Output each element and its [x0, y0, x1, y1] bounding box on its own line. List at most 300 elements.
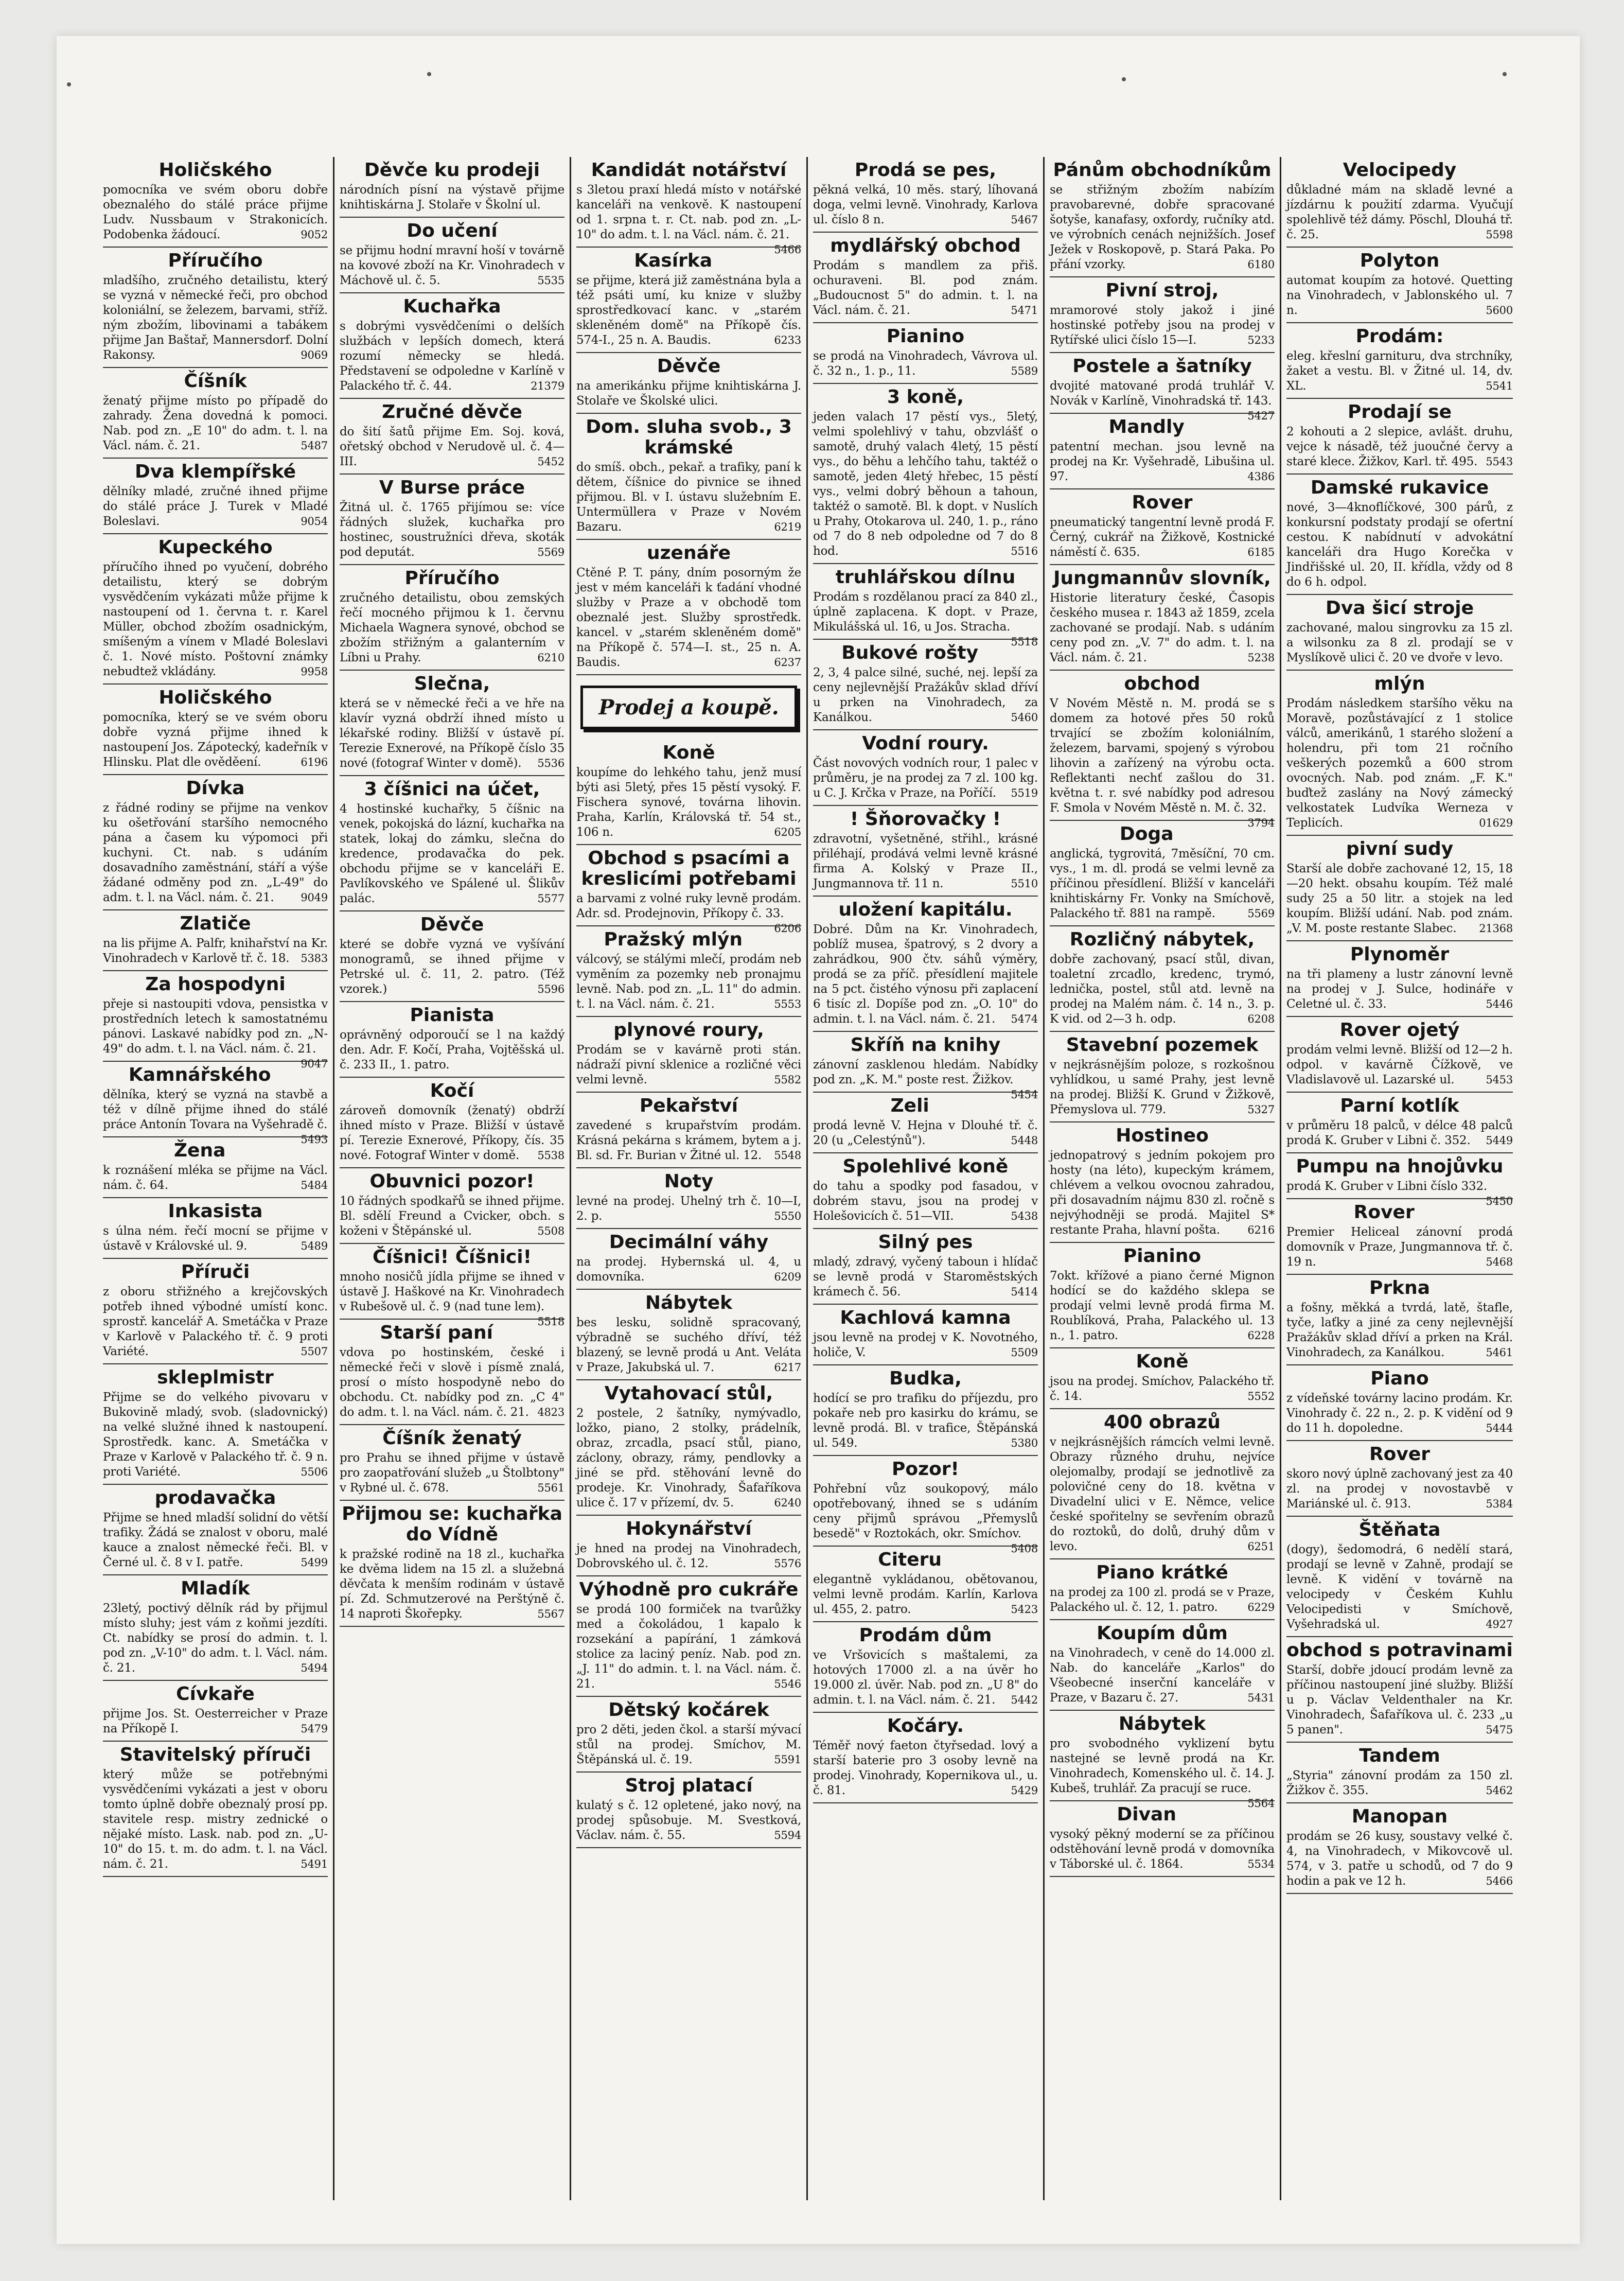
ad-number: 5408: [1011, 1542, 1038, 1555]
classified-ad: [340, 1078, 564, 1168]
ad-heading: Rozličný nábytek,: [1069, 929, 1255, 950]
ad-number: 5567: [537, 1608, 564, 1620]
ad-heading: Pánům obchodníkům: [1053, 160, 1272, 181]
ad-text: [1286, 1391, 1513, 1436]
ad-heading: Koně: [662, 742, 715, 763]
paper-speck: [67, 82, 71, 86]
ad-number: 6217: [774, 1361, 801, 1374]
ad-number: 5509: [1011, 1346, 1038, 1359]
ad-body: a fošny, měkká a tvrdá, latě, štafle, tyče, laťky a jiné za ceny nejlevnější Pražákův sklad dříví a prken na Král. Vinohradech, za Kanálkou.: [1286, 1301, 1513, 1359]
ad-text: [576, 1602, 801, 1692]
ad-text: [1050, 1374, 1275, 1404]
ad-text: [103, 394, 328, 453]
ad-number: 5507: [301, 1345, 328, 1358]
classified-ad: [1050, 414, 1275, 489]
classified-ad: [1286, 1517, 1513, 1637]
ad-text: [103, 936, 328, 966]
ad-column: [571, 157, 808, 2200]
ad-heading: Tandem: [1359, 1745, 1440, 1766]
ad-number: 5453: [1486, 1074, 1513, 1086]
ad-number: 5431: [1247, 1692, 1275, 1704]
ad-heading: Bukové rošty: [841, 642, 979, 663]
ad-heading: Starší paní: [380, 1322, 493, 1343]
classified-ad: [1050, 1409, 1275, 1559]
ad-heading: mydlářský obchod: [830, 235, 1021, 256]
ad-text: [1286, 967, 1513, 1012]
ad-body: prodá K. Gruber v Libni číslo 332.: [1286, 1180, 1488, 1193]
classified-ad: [1286, 671, 1513, 836]
classified-ad: [103, 248, 328, 368]
paper-speck: [427, 72, 431, 76]
ad-number: 6208: [1247, 1013, 1275, 1025]
ad-number: 5576: [774, 1557, 801, 1570]
ad-body: automat koupím za hotové. Quetting na Vinohradech, v Jablonského ul. 7 n.: [1286, 274, 1513, 317]
ad-heading: Rover: [1353, 1202, 1415, 1223]
ad-heading: Prodám:: [1355, 326, 1444, 347]
ad-body: 7okt. křížové a piano černé Mignon hodící se do každého sklepa se prodají velmi levně prodá firma M. Roublíková, Praha, Palackého ul. 13 n., 1. patro.: [1050, 1269, 1275, 1342]
ad-heading: Kachlová kamna: [840, 1307, 1011, 1328]
ad-number: 5596: [537, 983, 564, 995]
ad-number: 9069: [301, 349, 328, 361]
ad-text: [813, 1179, 1038, 1224]
ad-number: 5487: [301, 440, 328, 452]
ad-heading: Slečna,: [414, 673, 490, 694]
ad-text: [1050, 440, 1275, 484]
classified-ad: [1050, 1559, 1275, 1620]
classified-ad: [340, 1244, 564, 1328]
classified-ad: [813, 1153, 1038, 1229]
classified-ad: [813, 564, 1038, 648]
classified-ad: [576, 1380, 801, 1516]
ad-heading: truhlářskou dílnu: [835, 567, 1016, 588]
classified-ad: [576, 1093, 801, 1168]
ad-text: [1286, 1179, 1513, 1207]
ad-text: [1050, 1058, 1275, 1117]
ad-number: 5541: [1486, 380, 1513, 392]
ad-heading: 3 číšnici na účet,: [364, 779, 540, 800]
ad-heading: 400 obrazů: [1104, 1412, 1221, 1433]
ad-number: 5452: [537, 455, 564, 468]
ad-number: 5582: [774, 1074, 801, 1086]
classified-ad: [576, 1229, 801, 1290]
classified-ad: [813, 323, 1038, 384]
section-heading: Prodej a koupě.: [580, 686, 797, 729]
ad-heading: Koupím dům: [1097, 1623, 1228, 1644]
ad-heading: Rover ojetý: [1339, 1020, 1460, 1041]
ad-body: vdova po hostinském, české i německé řeči v slově i písmě znalá, prosí o místo hospodyně nebo do obchodu. Ct. nabídky pod zn. „C 4" do adm. t. l. na Václ. nám. č. 21.: [340, 1346, 564, 1419]
ad-heading: Nábytek: [645, 1292, 733, 1313]
ad-heading: Silný pes: [878, 1232, 973, 1253]
classified-ad: [340, 475, 564, 565]
ad-text: [103, 1511, 328, 1570]
classified-ad: [103, 971, 328, 1070]
ad-number: 5448: [1011, 1134, 1038, 1147]
ad-number: 6206: [774, 922, 801, 935]
ad-heading: Skříň na knihy: [850, 1034, 1001, 1056]
ad-heading: Dom. sluha svob., 3 krámské: [586, 416, 792, 458]
ad-body: Přijme se hned mladší solidní do větší trafiky. Žádá se znalost v oboru, malé kauce a znalost německé řeči. Bl. v Černé ul. č. 8 v I. patře.: [103, 1511, 328, 1569]
ad-heading: Decimální váhy: [609, 1232, 769, 1253]
ad-heading: Pekařství: [639, 1095, 738, 1116]
ad-text: [576, 1315, 801, 1375]
ad-text: [103, 273, 328, 363]
ad-text: [340, 243, 564, 288]
ad-body: v nejkrásnějších rámcích velmi levně. Obrazy různého druhu, nejvíce olejomalby, prodají se jednotlivě za polovičné ceny do 18. května v Divadelní ulici v E. Němce, velice české spořitelny se sevřením obrazů do roztoků, do dolů, druhý dům v levo.: [1050, 1435, 1275, 1553]
classified-ad: [1050, 1122, 1275, 1243]
classified-ad: [340, 1320, 564, 1425]
ad-text: [340, 319, 564, 394]
ad-body: na Vinohradech, v ceně do 14.000 zl. Nab. do kanceláře „Karlos" do Všeobecné inserční kanceláře v Praze, v Bazaru č. 27.: [1050, 1646, 1275, 1705]
ad-number: 5534: [1247, 1858, 1275, 1870]
ad-body: pěkná velká, 10 měs. starý, líhovaná doga, velmi levně. Vinohrady, Karlova ul. číslo 8 n.: [813, 183, 1038, 226]
ad-text: [1050, 379, 1275, 422]
ad-body: Starší ale dobře zachované 12, 15, 18—20 hekt. obsahu koupím. Též malé sudy 25 a 50 litr. a stojek na led koupím. Bližší udání. Nab. pod znám. „V. M. poste restante Slabec.: [1286, 862, 1513, 935]
ad-number: 6233: [774, 334, 801, 346]
classified-ad: [1286, 157, 1513, 248]
ad-heading: Spolehlivé koně: [842, 1156, 1009, 1177]
classified-ad: [103, 459, 328, 534]
ad-heading: Obchod s psacími a kreslicími potřebami: [581, 848, 797, 889]
classified-ad: [813, 1547, 1038, 1622]
ad-text: [1050, 847, 1275, 921]
ad-body: V Novém Městě n. M. prodá se s domem za hotové přes 50 roků trvající se zbožím koloniálním, železem, barvami, spojený s výrobou lihovin a zařízený na výrobu octa. Reflektanti nechť zašlou do 31. května t. r. své nabídky pod adresou F. Smola v Novém Městě n. M. č. 32.: [1050, 697, 1275, 815]
ad-text: [813, 258, 1038, 318]
ad-body: eleg. křeslní garnituru, dva strchníky, žaket a vestu. Bl. v Žitné ul. 14, dv. XL.: [1286, 349, 1513, 393]
ad-heading: Piano: [1370, 1368, 1429, 1389]
ad-body: patentní mechan. jsou levně na prodej na Kr. Vyšehradě, Libušina ul. 97.: [1050, 440, 1275, 483]
ad-heading: Nábytek: [1118, 1713, 1206, 1734]
ad-number: 5468: [1486, 1256, 1513, 1268]
classified-ad: [813, 730, 1038, 806]
ad-number: 6228: [1247, 1329, 1275, 1342]
ad-body: k pražské rodině na 18 zl., kuchařka ke dvěma lidem na 15 zl. a služebná děvčata k menším rodinám v ústavě pí. Zd. Schmutzerové na Perštýně č. 14 naproti Škořepky.: [340, 1548, 564, 1621]
ad-text: [1286, 183, 1513, 242]
classified-ad: [103, 1742, 328, 1877]
classified-ad: [103, 1137, 328, 1198]
classified-ad: [813, 897, 1038, 1032]
ad-number: 5518: [1011, 636, 1038, 648]
ad-number: 5516: [1011, 545, 1038, 557]
ad-body: zánovní zasklenou hledám. Nabídky pod zn. „K. M." poste rest. Žižkov.: [813, 1058, 1038, 1086]
ad-number: 9054: [301, 515, 328, 528]
ad-text: [813, 1482, 1038, 1555]
classified-ad: [1286, 1803, 1513, 1894]
ad-text: [576, 1723, 801, 1767]
classified-ad: [576, 1017, 801, 1093]
ad-body: do tahu a spodky pod fasadou, v dobrém stavu, jsou na prodej v Holešovicích č. 51—VII.: [813, 1180, 1038, 1223]
classified-ad: [1050, 565, 1275, 671]
ad-heading: Prodají se: [1348, 401, 1452, 423]
ad-text: [340, 1194, 564, 1239]
ad-body: důkladné mám na skladě levné a jízdárnu k použití zdarma. Vyučují spolehlivě též dámy. Pöschl, Dlouhá tř. č. 25.: [1286, 183, 1513, 241]
ad-text: [576, 460, 801, 535]
classified-ad: [1286, 941, 1513, 1017]
ad-text: [340, 1103, 564, 1163]
classified-ad: [103, 1575, 328, 1681]
ad-body: ženatý přijme místo po případě do zahrady. Žena dovedná k pomoci. Nab. pod zn. „E 10" do adm. t. l. na Václ. nám. č. 21.: [103, 394, 328, 452]
ad-number: 5471: [1011, 304, 1038, 317]
ad-heading: Plynoměr: [1350, 944, 1450, 965]
ad-text: [813, 922, 1038, 1027]
ad-text: [813, 756, 1038, 801]
classified-ad: [340, 911, 564, 1002]
ad-number: 5414: [1011, 1286, 1038, 1298]
ad-number: 6237: [774, 656, 801, 669]
ad-body: zavedené s krupařstvím prodám. Krásná pekárna s krámem, bytem a j. Bl. sd. Fr. Burian v Žitné ul. 12.: [576, 1119, 801, 1162]
ad-text: [576, 1194, 801, 1224]
ad-heading: Polyton: [1360, 250, 1440, 271]
ad-text: [103, 1707, 328, 1736]
ad-body: se střižným zbožím nabízím pravobarevné, dobře spracované šotyše, kanafasy, oxfordy, ručníky atd. ve výrobních cenách nejnižších. Josef Ježek v Roskopově, p. Stará Paka. Po přání vzorky.: [1050, 183, 1275, 271]
ad-heading: Pivní stroj,: [1105, 280, 1219, 301]
classified-ad: [1050, 353, 1275, 422]
ad-text: [576, 891, 801, 935]
ad-heading: skleplmistr: [157, 1367, 274, 1388]
ad-text: [1050, 515, 1275, 560]
ad-text: [813, 665, 1038, 725]
classified-ad: [1050, 1348, 1275, 1409]
ad-number: 5506: [301, 1466, 328, 1478]
ad-column: [1045, 157, 1281, 2200]
ad-body: mladšího, zručného detailistu, který se vyzná v německé řeči, pro obchod koloniální, se železem, barvami, stříž. ným zbožím, libovinami a tabákem přijme Jan Baštař, Mannersdorf. Dolní Rakonsy.: [103, 274, 328, 362]
classified-ad: [340, 1425, 564, 1501]
ad-heading: Koně: [1136, 1351, 1189, 1372]
ad-body: z řádné rodiny se přijme na venkov ku ošetřování staršího nemocného pána a časem ku výpomoci při kuchyni. Ct. nab. s udáním dosavadního zaměstnání, stáří a výše žádané odměny pod zn. „L-49" do adm. t. l. na Václ. nám. č. 21.: [103, 801, 328, 904]
classified-ad: [1286, 248, 1513, 323]
ad-number: 5427: [1247, 410, 1275, 422]
ad-text: [103, 801, 328, 905]
classified-ad: [340, 1168, 564, 1244]
ad-text: [103, 1224, 328, 1254]
ad-body: pro 2 děti, jeden čkol. a starší mývací stůl na prodej. Smíchov, M. Štěpánská ul. č. 19.: [576, 1723, 801, 1766]
ad-heading: Kočí: [430, 1080, 474, 1101]
ad-heading: Budka,: [889, 1368, 962, 1389]
classified-ad: [813, 1365, 1038, 1456]
ad-heading: obchod: [1124, 673, 1201, 694]
ad-text: [1050, 1736, 1275, 1810]
ad-body: koupíme do lehkého tahu, jenž musí býti asi 5letý, přes 15 pěstí vysoký. F. Fischera synové, továrna lihovin. Praha, Karlín, Královská tř. 54 st., 106 n.: [576, 766, 801, 839]
ad-text: [340, 802, 564, 906]
classified-ad: [1050, 1801, 1275, 1877]
ad-text: [813, 1572, 1038, 1617]
ad-body: válcový, se stálými mlečí, prodám neb vyměním za pozemky neb pronajmu levně. Nab. pod zn. „L. 11" do admin. t. l. na Václ. nám. č. 21.: [576, 953, 801, 1011]
ad-heading: Číšník ženatý: [382, 1428, 522, 1449]
ad-text: [1050, 1646, 1275, 1706]
ad-number: 5538: [537, 1149, 564, 1162]
ad-body: jeden valach 17 pěstí vys., 5letý, velmi spolehlivý v tahu, obzvlášť o samotě, druhý valach 4letý, 15 pěstí vys., do běhu a lehčího tahu, taktéž o samotě, jeden 4letý hřebec, 15 pěstí vys., velmi dobrý běhoun a tahoun, taktéž o samotě. Bl. k dopt. v Nuslích u Prahy, Otokarova ul. 240, 1. p., ráno od 7 do 8 neb odpoledne od 7 do 8 hod.: [813, 410, 1038, 558]
ad-text: [1286, 696, 1513, 831]
classified-ad: [576, 414, 801, 540]
ad-text: [1050, 1148, 1275, 1238]
ad-body: prodám velmi levně. Bližší od 12—2 h. odpol. v kavárně Čížkově, ve Vladislavově ul. Lazarské ul.: [1286, 1043, 1513, 1086]
ad-number: 5508: [537, 1225, 564, 1237]
ad-heading: Postele a šatníky: [1072, 356, 1252, 377]
ad-number: 6205: [774, 826, 801, 838]
ad-body: přijme Jos. St. Oesterreicher v Praze na Příkopě I.: [103, 1707, 328, 1735]
classified-ad: [1286, 836, 1513, 941]
classified-ad: [1286, 1153, 1513, 1207]
ad-heading: Holičského: [158, 687, 272, 708]
ad-body: se prodá na Vinohradech, Vávrova ul. č. 32 n., 1. p., 11.: [813, 349, 1038, 378]
ad-number: 5466: [1486, 1875, 1513, 1887]
ad-number: 5491: [301, 1858, 328, 1870]
ad-body: pro Prahu se ihned přijme v ústavě pro zaopatřování služeb „u Štolbtony" v Rybné ul. č. 678.: [340, 1451, 564, 1495]
ad-heading: Pianista: [410, 1005, 495, 1026]
ad-body: jsou levně na prodej v K. Novotného, holiče, V.: [813, 1331, 1038, 1359]
ad-body: Ctěné P. T. pány, dním posorným že jest v mém kanceláři k ťadání vhodné služby v Praze a v obchodě tom obeznalé jest. Služby sprostředk. kancel. v „starém skleněném domě" na Příkopě č. 574—I. st., 25 n. A. Baudis.: [576, 566, 801, 669]
ad-text: [813, 1648, 1038, 1708]
ad-text: [813, 1391, 1038, 1451]
ad-number: 5466: [774, 243, 801, 256]
ad-body: 10 řádných spodkařů se ihned přijme. Bl. sdělí Freund a Cvicker, obch. s koženi v Štěpánské ul.: [340, 1195, 564, 1238]
ad-body: pneumatický tangentní levně prodá F. Černý, cukrář na Žižkově, Kostnické náměstí č. 635.: [1050, 516, 1275, 559]
ad-text: [813, 410, 1038, 559]
ad-heading: obchod s potravinami: [1286, 1640, 1513, 1661]
ad-number: 6180: [1247, 258, 1275, 271]
classified-ad: [813, 157, 1038, 233]
ad-heading: Výhodně pro cukráře: [579, 1579, 799, 1600]
ad-body: na prodej za 100 zl. prodá se v Praze, Palackého ul. č. 12, 1. patro.: [1050, 1586, 1275, 1614]
ad-body: pomocníka, který se ve svém oboru dobře vyzná přijme ihned k nastoupení Jos. Zápotecký, kadeřník v Hlinsku. Plat dle ověděení.: [103, 711, 328, 769]
ad-number: 5561: [537, 1482, 564, 1494]
ad-text: [813, 1739, 1038, 1798]
ad-body: s dobrými vysvědčeními o delších službách v lepších domech, která rozumí německy se hledá. Představení se odpoledne v Karlíně v Palackého tř. č. 44.: [340, 320, 564, 393]
classified-ad: [813, 640, 1038, 730]
classified-ad: [340, 1501, 564, 1627]
ad-number: 5548: [774, 1149, 801, 1162]
ad-text: [340, 500, 564, 560]
classified-ad: [576, 540, 801, 675]
ad-text: [103, 1767, 328, 1872]
classified-ad: [1050, 1243, 1275, 1348]
ad-number: 5384: [1486, 1498, 1513, 1510]
ad-body: Premier Heliceal zánovní prodá domovník v Praze, Jungmannova tř. č. 19 n.: [1286, 1225, 1513, 1269]
ad-heading: Holičského: [158, 160, 272, 181]
ad-body: Prodám s mandlem za přiš. ochuraveni. Bl. pod znám. „Budoucnost 5" do admin. t. l. na Václ. nám. č. 21.: [813, 259, 1038, 317]
classified-ad: [1050, 157, 1275, 277]
classified-ad: [813, 1713, 1038, 1803]
ad-heading: Přijmou se: kuchařka do Vídně: [342, 1503, 562, 1545]
classified-ad: [1286, 1275, 1513, 1365]
ad-text: [813, 832, 1038, 891]
classified-ad: [576, 353, 801, 414]
classified-ad: [1286, 595, 1513, 671]
ad-body: Téměř nový faeton čtyřsedad. lový a starší baterie pro 3 osoby levně na prodej. Vinohrady, Kopernikova ul., u. č. 81.: [813, 1739, 1038, 1797]
ad-body: národních písní na výstavě přijme knihtiskárna J. Stolaře v Školní ul.: [340, 183, 564, 212]
ad-heading: Inkasista: [168, 1201, 263, 1222]
ad-text: [103, 183, 328, 242]
classified-ad: [340, 1002, 564, 1078]
ad-number: 5429: [1011, 1784, 1038, 1797]
ad-body: na prodej. Hybernská ul. 4, u domovníka.: [576, 1255, 801, 1284]
classified-ad: [1050, 1620, 1275, 1711]
paper-speck: [1122, 77, 1126, 81]
classified-ad: [340, 776, 564, 911]
ad-text: [340, 1547, 564, 1622]
ad-body: 2 postele, 2 šatníky, nymývadlo, ložko, piano, 2 stolky, prádelník, obraz, zrcadla, psací stůl, piano, záclony, obrazy, rámy, pendlovky a jiné se přd. stěhování levně do prodeje. Kr. Vinohrady, Šafaříkova ulice č. 17 v přízemí, dv. 5.: [576, 1407, 801, 1510]
ad-body: Žitná ul. č. 1765 přijímou se: více řádných služek, kuchařka pro hostinec, soustružníci dřeva, skoták pod deputát.: [340, 501, 564, 559]
ad-heading: uložení kapitálu.: [838, 899, 1013, 920]
ad-heading: Divan: [1117, 1804, 1176, 1825]
ad-heading: Pumpu na hnojůvku: [1296, 1156, 1504, 1177]
ad-body: přeje si nastoupiti vdova, pensistka v prostředních letech k samostatnému pánovi. Laskavé nabídky pod zn. „N-49" do adm. t. l. na Václ. nám. č. 21.: [103, 997, 328, 1056]
ad-text: [1286, 273, 1513, 318]
ad-number: 6209: [774, 1271, 801, 1283]
ad-body: na amerikánku přijme knihtiskárna J. Stolaře ve Školské ulici.: [576, 379, 801, 408]
ad-text: [1050, 1269, 1275, 1343]
classified-ad: [1050, 926, 1275, 1032]
classified-ad: [1050, 489, 1275, 565]
ad-heading: Stroj platací: [625, 1775, 753, 1796]
ad-heading: Pianino: [1123, 1245, 1202, 1267]
ad-text: [576, 1541, 801, 1571]
classified-ad: [340, 399, 564, 475]
ad-number: 5449: [1486, 1134, 1513, 1147]
ad-body: příručího ihned po vyučení, dobrého detailistu, který se dobrým vysvědčením vykázati může přijme k nastoupení od 1. června t. r. Karel Müller, obchod zbožím osadnickým, smíšeným a vínem v Mladé Boleslavi č. 1. Nové místo. Poštovní známky nebudtež vkládány.: [103, 560, 328, 678]
ad-body: vysoký pěkný moderní se za příčinou odstěhování levně prodá v domovníka v Táborské ul. č. 1864.: [1050, 1828, 1275, 1871]
ad-heading: Rover: [1132, 492, 1193, 513]
ad-body: které se dobře vyzná ve vyšívání monogramů, se ihned přijme v Petrské ul. č. 11, 2. patro. (Též vzorek.): [340, 938, 564, 996]
ad-heading: Do učení: [407, 220, 498, 241]
ad-body: hodící se pro trafiku do příjezdu, pro pokaře neb pro kasirku do krámu, se levně prodá. Bl. v trafice, Štěpánská ul. 549.: [813, 1392, 1038, 1450]
ad-number: 5454: [1011, 1089, 1038, 1101]
ad-number: 5442: [1011, 1694, 1038, 1706]
ad-heading: Děvče: [420, 914, 484, 935]
ad-number: 5510: [1011, 878, 1038, 890]
classified-ad: [813, 233, 1038, 323]
ad-heading: Rover: [1369, 1444, 1431, 1465]
ad-heading: prodavačka: [154, 1487, 276, 1508]
ad-number: 5553: [774, 998, 801, 1010]
ad-body: oprávněný odporoučí se l na každý den. Adr. F. Kočí, Praha, Vojtěšská ul. č. 233 II., 1. patro.: [340, 1028, 564, 1072]
ad-text: [813, 1255, 1038, 1300]
ad-number: 5489: [301, 1240, 328, 1252]
ad-heading: Příručího: [168, 250, 263, 271]
ad-text: [576, 1255, 801, 1285]
classified-ad: [1286, 1017, 1513, 1093]
classified-ad: [576, 740, 801, 845]
ad-number: 9052: [301, 229, 328, 241]
ad-number: 9047: [301, 1058, 328, 1070]
ad-body: dobře zachovaný, psací stůl, divan, toaletní zrcadlo, kredenc, trymó, lednička, postel, stůl atd. levně na prodej na Malém nám. č. 14 n., 3. p. K vid. od 2—3 h. odp.: [1050, 953, 1275, 1026]
ad-body: „Styria" zánovní prodám za 150 zl. Žižkov č. 355.: [1286, 1769, 1513, 1797]
ad-text: [1286, 500, 1513, 590]
ad-heading: Kuchařka: [403, 296, 501, 317]
classified-ad: [103, 368, 328, 459]
ad-body: na tři plameny a lustr zánovní levně na prodej v J. Sulce, hodináře v Celetné ul. č. 33.: [1286, 968, 1513, 1011]
ad-text: [340, 1451, 564, 1496]
ad-number: 5446: [1486, 998, 1513, 1010]
ad-body: Prodám s rozdělanou prací za 840 zl., úplně zaplacena. K dopt. v Praze, Mikulášská ul. 16, u Jos. Stracha.: [813, 590, 1038, 634]
ad-heading: Pozor!: [892, 1459, 959, 1480]
ad-text: [340, 425, 564, 469]
ad-body: v průměru 18 palců, v délce 48 palců prodá K. Gruber v Libni č. 352.: [1286, 1119, 1513, 1147]
ad-body: zdravotní, vyšetněné, střihl., krásné přiléhají, prodává velmi levně krásné firma A. Kolský v Praze II., Jungmannova tř. 11 n.: [813, 832, 1038, 890]
ad-text: [576, 765, 801, 840]
classified-ad: [813, 1032, 1038, 1101]
ad-number: 5535: [537, 274, 564, 287]
classified-ad: [103, 1198, 328, 1259]
ad-body: dělníka, který se vyzná na stavbě a též v dílně přijme ihned do stálé práce Antonín Tovara na Vyšehradě č.: [103, 1088, 328, 1131]
ad-number: 9958: [301, 665, 328, 678]
ad-body: v nejkrásnějším poloze, s rozkošnou vyhlídkou, u samé Prahy, jest levně na prodej. Bližší K. Grund v Žižkově, Přemyslova ul. 779.: [1050, 1058, 1275, 1116]
ad-body: z vídeňské továrny lacino prodám. Kr. Vinohrady č. 22 n., 2. p. K vidění od 9 do 11 h. dopoledne.: [1286, 1392, 1513, 1435]
classified-ad: [103, 1364, 328, 1485]
ad-number: 6219: [774, 521, 801, 533]
ad-heading: Stavební pozemek: [1066, 1034, 1259, 1056]
ad-heading: Zručné děvče: [382, 401, 522, 423]
ad-text: [340, 696, 564, 771]
